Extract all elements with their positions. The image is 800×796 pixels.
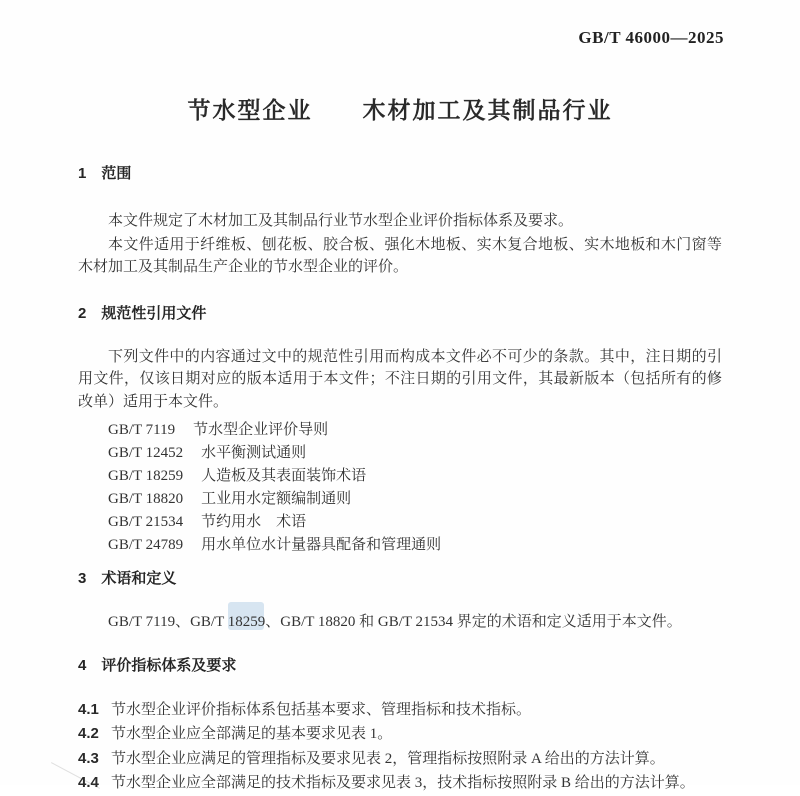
clause-number: 4.1 <box>78 700 99 718</box>
section-4-number: 4 <box>78 656 87 674</box>
reference-code: GB/T 18259 <box>108 468 184 484</box>
normative-references-list <box>78 419 722 557</box>
clause-number: 4.2 <box>78 725 99 742</box>
reference-title: 人造板及其表面装饰术语 <box>201 468 367 484</box>
reference-item <box>108 442 722 465</box>
section-1-number: 1 <box>78 165 87 182</box>
reference-item <box>108 465 722 488</box>
standard-number: GB/T 46000—2025 <box>578 28 724 47</box>
section-2-heading <box>78 304 722 324</box>
clause-text: 节水型企业应满足的管理指标及要求见表 2，管理指标按照附录 A 给出的方法计算。 <box>111 750 665 767</box>
reference-item <box>108 488 722 511</box>
document-title: 节水型企业 木材加工及其制品行业 <box>187 97 613 123</box>
reference-title: 工业用水定额编制通则 <box>201 491 352 507</box>
reference-item <box>108 534 722 557</box>
section-3-title: 术语和定义 <box>101 570 177 587</box>
section-3-heading <box>78 569 722 589</box>
clause-4-2 <box>78 722 722 747</box>
section-2-paragraph-1: 下列文件中的内容通过文中的规范性引用而构成本文件必不可少的条款。其中，注日期的引用文件，仅该日期对应的版本适用于本文件；不注日期的引用文件，其最新版本（包括所有的修改单）适用于本文件。 <box>78 348 722 410</box>
section-4-heading <box>78 656 722 676</box>
reference-item <box>108 511 722 534</box>
section-3-paragraph-1: GB/T 7119、GB/T 18259、GB/T 18820 和 GB/T 21534 界定的术语和定义适用于本文件。 <box>108 614 682 630</box>
reference-code: GB/T 12452 <box>108 445 184 461</box>
section-2-title: 规范性引用文件 <box>101 304 207 322</box>
document-content <box>78 96 722 796</box>
clause-4-3 <box>78 747 722 772</box>
reference-code: GB/T 24789 <box>108 537 184 553</box>
reference-code: GB/T 18820 <box>108 491 184 507</box>
section-4-clauses <box>78 698 722 796</box>
clause-text: 节水型企业评价指标体系包括基本要求、管理指标和技术指标。 <box>111 701 532 718</box>
reference-title: 节约用水 术语 <box>201 514 307 530</box>
section-1-title: 范围 <box>101 165 132 182</box>
section-2-number: 2 <box>78 304 87 322</box>
section-1-paragraph-2: 本文件适用于纤维板、刨花板、胶合板、强化木地板、实木复合地板、实木地板和木门窗等木材加工及其制品生产企业的节水型企业的评价。 <box>78 236 722 275</box>
clause-text: 节水型企业应全部满足的技术指标及要求见表 3，技术指标按照附录 B 给出的方法计算。 <box>111 775 695 791</box>
clause-4-4 <box>78 771 722 796</box>
clause-number: 4.3 <box>78 749 99 767</box>
reference-item <box>108 419 722 442</box>
reference-title: 用水单位水计量器具配备和管理通则 <box>201 537 442 553</box>
reference-code: GB/T 21534 <box>108 514 184 530</box>
section-4-title: 评价指标体系及要求 <box>101 656 237 674</box>
section-1-paragraph-1: 本文件规定了木材加工及其制品行业节水型企业评价指标体系及要求。 <box>108 213 574 229</box>
clause-text: 节水型企业应全部满足的基本要求见表 1。 <box>111 726 393 742</box>
reference-code: GB/T 7119 <box>108 422 176 438</box>
reference-title: 节水型企业评价导则 <box>193 422 329 438</box>
clause-4-1 <box>78 698 722 723</box>
section-3-number: 3 <box>78 570 87 587</box>
section-1-heading <box>78 164 722 184</box>
clause-number: 4.4 <box>78 774 99 791</box>
reference-title: 水平衡测试通则 <box>201 445 307 461</box>
